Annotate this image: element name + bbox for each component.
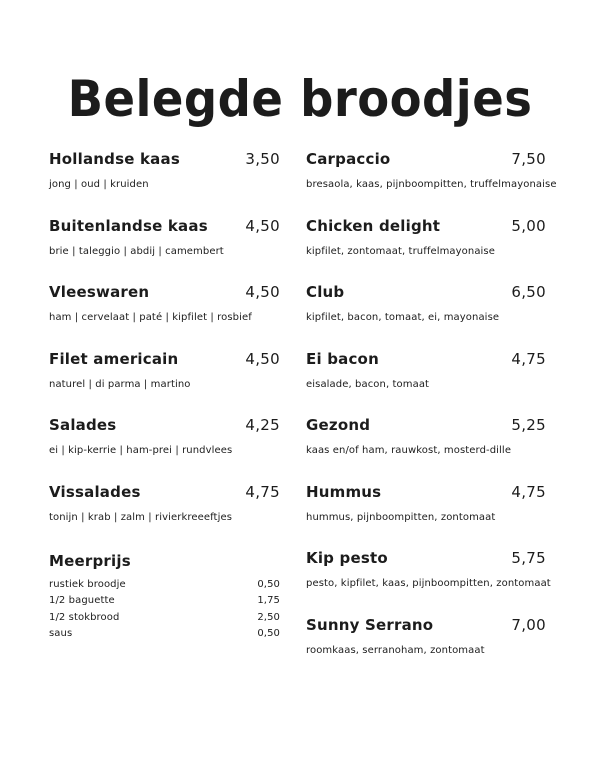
menu-item-price: 5,25 (511, 416, 546, 434)
menu-item-description: tonijn | krab | zalm | rivierkreeeftjes (49, 511, 233, 523)
menu-item (306, 283, 546, 350)
menu-item-description: brie | taleggio | abdij | camembert (49, 245, 224, 257)
menu-item-price: 4,50 (245, 283, 280, 301)
menu-item-description: eisalade, bacon, tomaat (306, 378, 430, 390)
menu-item-description: pesto, kipfilet, kaas, pijnboompitten, zontomaat (306, 578, 551, 589)
extras-row (49, 577, 280, 593)
extras-label: rustiek broodje (49, 579, 126, 590)
extras-label: 1/2 baguette (49, 595, 115, 607)
menu-item-price: 7,50 (511, 150, 546, 168)
menu-item (49, 217, 280, 284)
menu-item (306, 549, 551, 616)
menu-column-left (49, 150, 280, 642)
menu-item-description: jong | oud | kruiden (49, 179, 149, 190)
menu-item-name: Buitenlandse kaas (49, 216, 208, 235)
menu-item-description: naturel | di parma | martino (49, 378, 191, 390)
menu-item-name: Hollandse kaas (49, 150, 180, 168)
menu-item-description: bresaola, kaas, pijnboompitten, truffelmayonaise (306, 179, 557, 190)
menu-item (306, 616, 546, 683)
menu-item (49, 350, 280, 417)
extras-label: saus (49, 627, 73, 639)
extras-price: 0,50 (257, 627, 280, 639)
menu-item-price: 5,00 (511, 216, 546, 235)
menu-item (306, 217, 546, 284)
menu-item (306, 416, 546, 483)
menu-item (49, 283, 280, 350)
menu-item-price: 7,00 (511, 615, 546, 634)
menu-item-description: ei | kip-kerrie | ham-prei | rundvlees (49, 445, 233, 456)
menu-item (306, 150, 557, 217)
extras-price: 2,50 (257, 611, 280, 623)
extras-price: 1,75 (257, 595, 280, 607)
menu-item-price: 4,50 (245, 349, 280, 368)
extras-price: 0,50 (257, 579, 280, 590)
menu-item-price: 5,75 (511, 549, 546, 567)
menu-item-name: Filet americain (49, 349, 179, 368)
menu-item-description: ham | cervelaat | paté | kipfilet | rosbief (49, 312, 252, 323)
extras-row (49, 593, 280, 609)
menu-item-price: 4,50 (245, 216, 280, 235)
menu-item-price: 4,75 (511, 482, 546, 501)
menu-item (49, 416, 280, 483)
menu-item-name: Chicken delight (306, 216, 441, 235)
menu-item-description: roomkaas, serranoham, zontomaat (306, 644, 485, 656)
menu-item (49, 483, 280, 550)
extras-section (49, 549, 280, 642)
menu-item (306, 350, 546, 417)
menu-item-description: kipfilet, zontomaat, truffelmayonaise (306, 245, 495, 257)
menu-item-name: Club (306, 283, 345, 301)
menu-item (49, 150, 280, 217)
menu-item-name: Gezond (306, 416, 371, 434)
menu-item-name: Ei bacon (306, 349, 379, 368)
menu-item-description: kipfilet, bacon, tomaat, ei, mayonaise (306, 312, 500, 323)
extras-label: 1/2 stokbrood (49, 611, 120, 623)
menu-item-price: 4,75 (511, 349, 546, 368)
menu-item-name: Carpaccio (306, 150, 391, 168)
extras-list (49, 577, 280, 642)
menu-item-description: kaas en/of ham, rauwkost, mosterd-dille (306, 445, 512, 456)
menu-item-description: hummus, pijnboompitten, zontomaat (306, 511, 496, 523)
menu-column-right (306, 150, 557, 682)
menu-item-name: Vissalades (49, 482, 141, 501)
menu-item-name: Sunny Serrano (306, 615, 434, 634)
page-title: Belegde broodjes (67, 69, 533, 128)
menu-item-name: Kip pesto (306, 549, 388, 567)
menu-item-price: 3,50 (245, 150, 280, 168)
menu-item-price: 4,75 (245, 482, 280, 501)
menu-item-name: Hummus (306, 482, 382, 501)
menu-item-name: Vleeswaren (49, 283, 150, 301)
menu-item-price: 6,50 (511, 283, 546, 301)
extras-title: Meerprijs (49, 552, 131, 570)
menu-item-price: 4,25 (245, 416, 280, 434)
extras-row (49, 626, 280, 642)
extras-row (49, 610, 280, 626)
menu-item (306, 483, 546, 550)
menu-item-name: Salades (49, 416, 117, 434)
